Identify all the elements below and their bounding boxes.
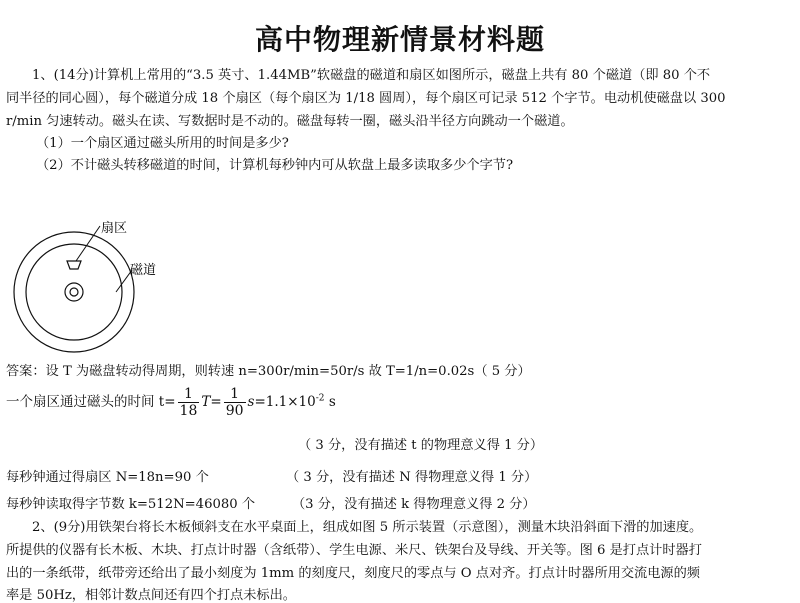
q1-line-2: 同半径的同心圆），每个磁道分成 18 个扇区（每个扇区为 1/18 圆周），每个扇区可记录 512 个字节。电动机使磁盘以 300: [6, 91, 726, 106]
q1-subquestion-2: （2）不计磁头转移磁道的时间，计算机每秒钟内可从软盘上最多读取多少个字节?: [36, 158, 514, 173]
formula-result-unit: s: [328, 394, 336, 410]
disk-diagram: [12, 210, 192, 350]
answer-k-text: 每秒钟读取得字节数 k=512N=46080 个: [6, 497, 256, 512]
sector-shape: [67, 261, 81, 269]
hub-inner-circle: [70, 288, 78, 296]
q1-line-3: r/min 匀速转动。磁头在读、写数据时是不动的。磁盘每转一圈，磁头沿半径方向跳动一个磁道。: [6, 114, 574, 129]
note-n-scoring: （ 3 分，没有描述 N 得物理意义得 1 分）: [286, 470, 538, 485]
equals-sign: =: [210, 394, 222, 410]
q2-line-3: 出的一条纸带，纸带旁还给出了最小刻度为 1mm 的刻度尺，刻度尺的零点与 O 点对齐。打点计时器所用交流电源的频: [6, 566, 700, 581]
sector-leader-line: [76, 226, 100, 261]
var-T: T: [201, 394, 211, 410]
note-k-scoring: （3 分，没有描述 k 得物理意义得 2 分）: [292, 497, 536, 512]
fraction-1-18: $\frac{1}{18}$: [179, 386, 198, 419]
q2-line-2: 所提供的仪器有长木板、木块、打点计时器（含纸带）、学生电源、米尺、铁架台及导线、开关等。图 6 是打点计时器打: [6, 543, 702, 558]
answer-n-text: 每秒钟通过得扇区 N=18n=90 个: [6, 470, 209, 485]
track-circle: [26, 244, 122, 340]
formula-prefix: 一个扇区通过磁头的时间 t=: [6, 394, 176, 410]
q2-line-1: 2、(9分)用铁架台将长木板倾斜支在水平桌面上，组成如图 5 所示装置（示意图），测量木块沿斜面下滑的加速度。: [32, 520, 703, 535]
label-track: 磁道: [130, 263, 157, 278]
q1-subquestion-1: （1）一个扇区通过磁头所用的时间是多少?: [36, 136, 289, 151]
q2-line-4: 率是 50Hz，相邻计数点间还有四个打点未标出。: [6, 588, 296, 603]
floppy-disk-figure: [12, 210, 192, 350]
q1-line-1: 1、(14分)计算机上常用的“3.5 英寸、1.44MB”软磁盘的磁道和扇区如图所示，磁盘上共有 80 个磁道（即 80 个不: [32, 68, 711, 83]
unit-s: s: [247, 394, 255, 410]
formula-result: =1.1×10: [254, 394, 316, 410]
answer-formula-line: [6, 386, 796, 419]
answer-line-1: 答案：设 T 为磁盘转动得周期，则转速 n=300r/min=50r/s 故 T=1/n=0.02s（ 5 分）: [6, 364, 531, 379]
fraction-1-90: $\frac{1}{90}$: [225, 386, 244, 419]
page-title: 高中物理新情景材料题: [254, 23, 545, 56]
label-sector: 扇区: [101, 221, 128, 236]
note-t-scoring: （ 3 分，没有描述 t 的物理意义得 1 分）: [298, 438, 544, 453]
hub-outer-circle: [65, 283, 83, 301]
formula-exponent: -2: [315, 393, 325, 404]
